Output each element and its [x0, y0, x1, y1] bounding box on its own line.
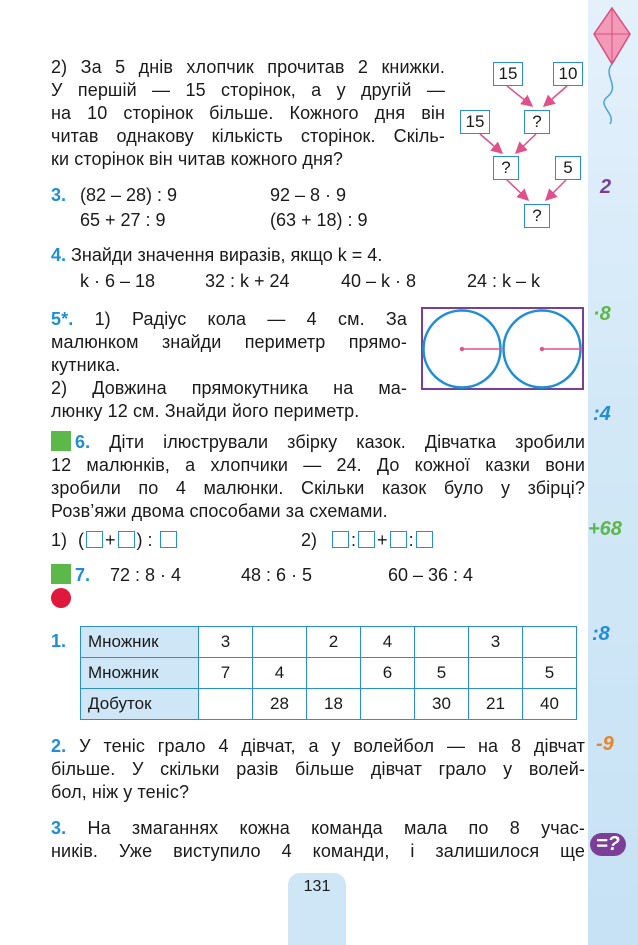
text-line — [51, 431, 585, 454]
task-6-text — [51, 431, 585, 523]
rectangle-with-circles — [421, 307, 585, 391]
expression: 48 : 6 · 5 — [241, 565, 313, 585]
text-line: Розв’яжи двома способами за схемами. — [51, 501, 388, 521]
diagram-box: 10 — [553, 62, 583, 86]
text-line: 12 малюнків, а хлопчики — 24. До кожної казки вони — [51, 455, 585, 475]
table-cell[interactable] — [307, 658, 361, 689]
table-task-number — [51, 630, 66, 653]
sidebar-mark: :4 — [593, 403, 611, 425]
text-line: на 10 сторінок більше. Кожного дня він — [51, 103, 445, 123]
green-square-icon — [51, 564, 71, 584]
expression: 60 – 36 : 4 — [388, 565, 474, 585]
task-4 — [51, 244, 382, 267]
kite-icon — [592, 6, 632, 126]
text-line: У першій — 15 сторінок, а у другій — — [51, 80, 445, 100]
task-b3-text — [51, 817, 585, 863]
sidebar-mark: 2 — [600, 176, 612, 198]
table-cell: 5 — [415, 658, 469, 689]
expression: 32 : k + 24 — [205, 271, 290, 291]
answer-box[interactable] — [86, 531, 103, 548]
answer-box[interactable] — [332, 531, 349, 548]
sidebar-mark: -9 — [596, 733, 614, 755]
sidebar-mark: +68 — [588, 518, 622, 540]
expression: 40 – k · 8 — [341, 271, 417, 291]
table-cell[interactable] — [199, 689, 253, 720]
table-cell: 28 — [253, 689, 307, 720]
task-number: 1. — [51, 631, 67, 651]
page-number: 131 — [288, 873, 346, 945]
text-line: 2) За 5 днів хлопчик прочитав 2 книжки. — [51, 57, 445, 77]
expression: 72 : 8 · 4 — [110, 565, 182, 585]
task-number: 6. — [75, 432, 91, 452]
text-span: На змаганнях кожна команда мала по 8 учас- — [87, 818, 585, 838]
expression: 24 : k – k — [467, 271, 541, 291]
table-cell: 21 — [469, 689, 523, 720]
row-label: Множник — [81, 627, 199, 658]
diagram-box: 5 — [555, 156, 581, 180]
task-number: 5*. — [51, 309, 74, 329]
table-cell: 18 — [307, 689, 361, 720]
answer-box[interactable] — [358, 531, 375, 548]
table-cell: 7 — [199, 658, 253, 689]
scheme-symbol: : — [408, 530, 414, 550]
table-cell: 2 — [307, 627, 361, 658]
green-square-icon — [51, 431, 71, 451]
table-cell[interactable] — [361, 689, 415, 720]
task-number: 2. — [51, 736, 67, 756]
table-cell: 4 — [361, 627, 415, 658]
expression: (82 – 28) : 9 — [80, 185, 178, 205]
answer-box[interactable] — [160, 531, 177, 548]
table-cell: 40 — [523, 689, 577, 720]
table-cell: 4 — [253, 658, 307, 689]
diagram-box: 15 — [460, 110, 490, 134]
scheme-symbol: ( — [78, 530, 85, 550]
table-row — [81, 658, 577, 689]
text-span: У теніс грало 4 дівчат, а у волейбол — на 8 дівчат — [79, 736, 586, 756]
expression: (63 + 18) : 9 — [270, 210, 368, 230]
table-cell[interactable] — [415, 627, 469, 658]
text-line: 2) Довжина прямокутника на ма- — [51, 378, 407, 398]
diagram-box: ? — [524, 204, 550, 228]
row-label: Множник — [81, 658, 199, 689]
table-row — [81, 689, 577, 720]
answer-box[interactable] — [416, 531, 433, 548]
task-7 — [51, 564, 90, 587]
diagram-box: ? — [493, 156, 519, 180]
expression: k · 6 – 18 — [80, 271, 156, 291]
expression: 65 + 27 : 9 — [80, 210, 166, 230]
diagram-box: ? — [524, 110, 550, 134]
text-line — [51, 817, 585, 840]
task-number: 7. — [75, 565, 91, 585]
scheme-1 — [51, 529, 179, 552]
text-span: Діти ілюстрували збірку казок. Дівчатка зробили — [109, 432, 585, 452]
table-cell: 30 — [415, 689, 469, 720]
text-line — [51, 735, 585, 758]
task-5-text — [51, 308, 407, 377]
text-line: кутника. — [51, 355, 121, 375]
text-line: люнку 12 см. Знайди його периметр. — [51, 401, 360, 421]
text-line: читав однакову кількість сторінок. Скіль- — [51, 126, 445, 146]
scheme-symbol: + — [105, 530, 116, 550]
text-line: ників. Уже виступило 4 команди, і залишилося ще — [51, 841, 585, 861]
scheme-symbol: + — [377, 530, 388, 550]
decorative-sidebar — [588, 0, 638, 945]
scheme-label: 1) — [51, 530, 68, 550]
text-line: малюнком знайди периметр прямо- — [51, 332, 407, 352]
text-line: більше. У скільки разів більше дівчат грало у волей- — [51, 759, 585, 779]
table-cell[interactable] — [523, 627, 577, 658]
task-2-2-text — [51, 56, 445, 171]
row-label: Добуток — [81, 689, 199, 720]
table-cell[interactable] — [469, 658, 523, 689]
sidebar-mark: =? — [590, 833, 626, 856]
task-number: 3. — [51, 185, 67, 205]
table-row — [81, 627, 577, 658]
scheme-symbol: ) : — [136, 530, 153, 550]
task-3 — [51, 184, 66, 207]
scheme-symbol: : — [351, 530, 357, 550]
expression: 92 – 8 · 9 — [270, 185, 347, 205]
red-dot-icon — [51, 588, 71, 608]
scheme-label: 2) — [301, 530, 318, 550]
table-cell: 5 — [523, 658, 577, 689]
sidebar-mark: ·8 — [593, 303, 611, 325]
text-line — [51, 308, 407, 331]
multiplication-table — [80, 626, 577, 720]
task-4-text: Знайди значення виразів, якщо k = 4. — [71, 245, 383, 265]
text-line: зробили по 4 малюнки. Скільки казок було у збірці? — [51, 478, 585, 498]
task-5-text-2 — [51, 377, 429, 423]
table-cell: 3 — [199, 627, 253, 658]
text-line: ки сторінок він читав кожного дня? — [51, 149, 344, 169]
task-b2-text — [51, 735, 585, 804]
answer-box[interactable] — [390, 531, 407, 548]
table-cell[interactable] — [253, 627, 307, 658]
task-number: 4. — [51, 245, 67, 265]
sidebar-mark: :8 — [592, 623, 610, 645]
answer-box[interactable] — [118, 531, 135, 548]
table-cell: 3 — [469, 627, 523, 658]
task-number: 3. — [51, 818, 67, 838]
table-cell: 6 — [361, 658, 415, 689]
scheme-2 — [301, 529, 435, 552]
text-span: 1) Радіус кола — 4 см. За — [94, 309, 407, 329]
text-line: бол, ніж у теніс? — [51, 782, 190, 802]
diagram-box: 15 — [493, 62, 523, 86]
